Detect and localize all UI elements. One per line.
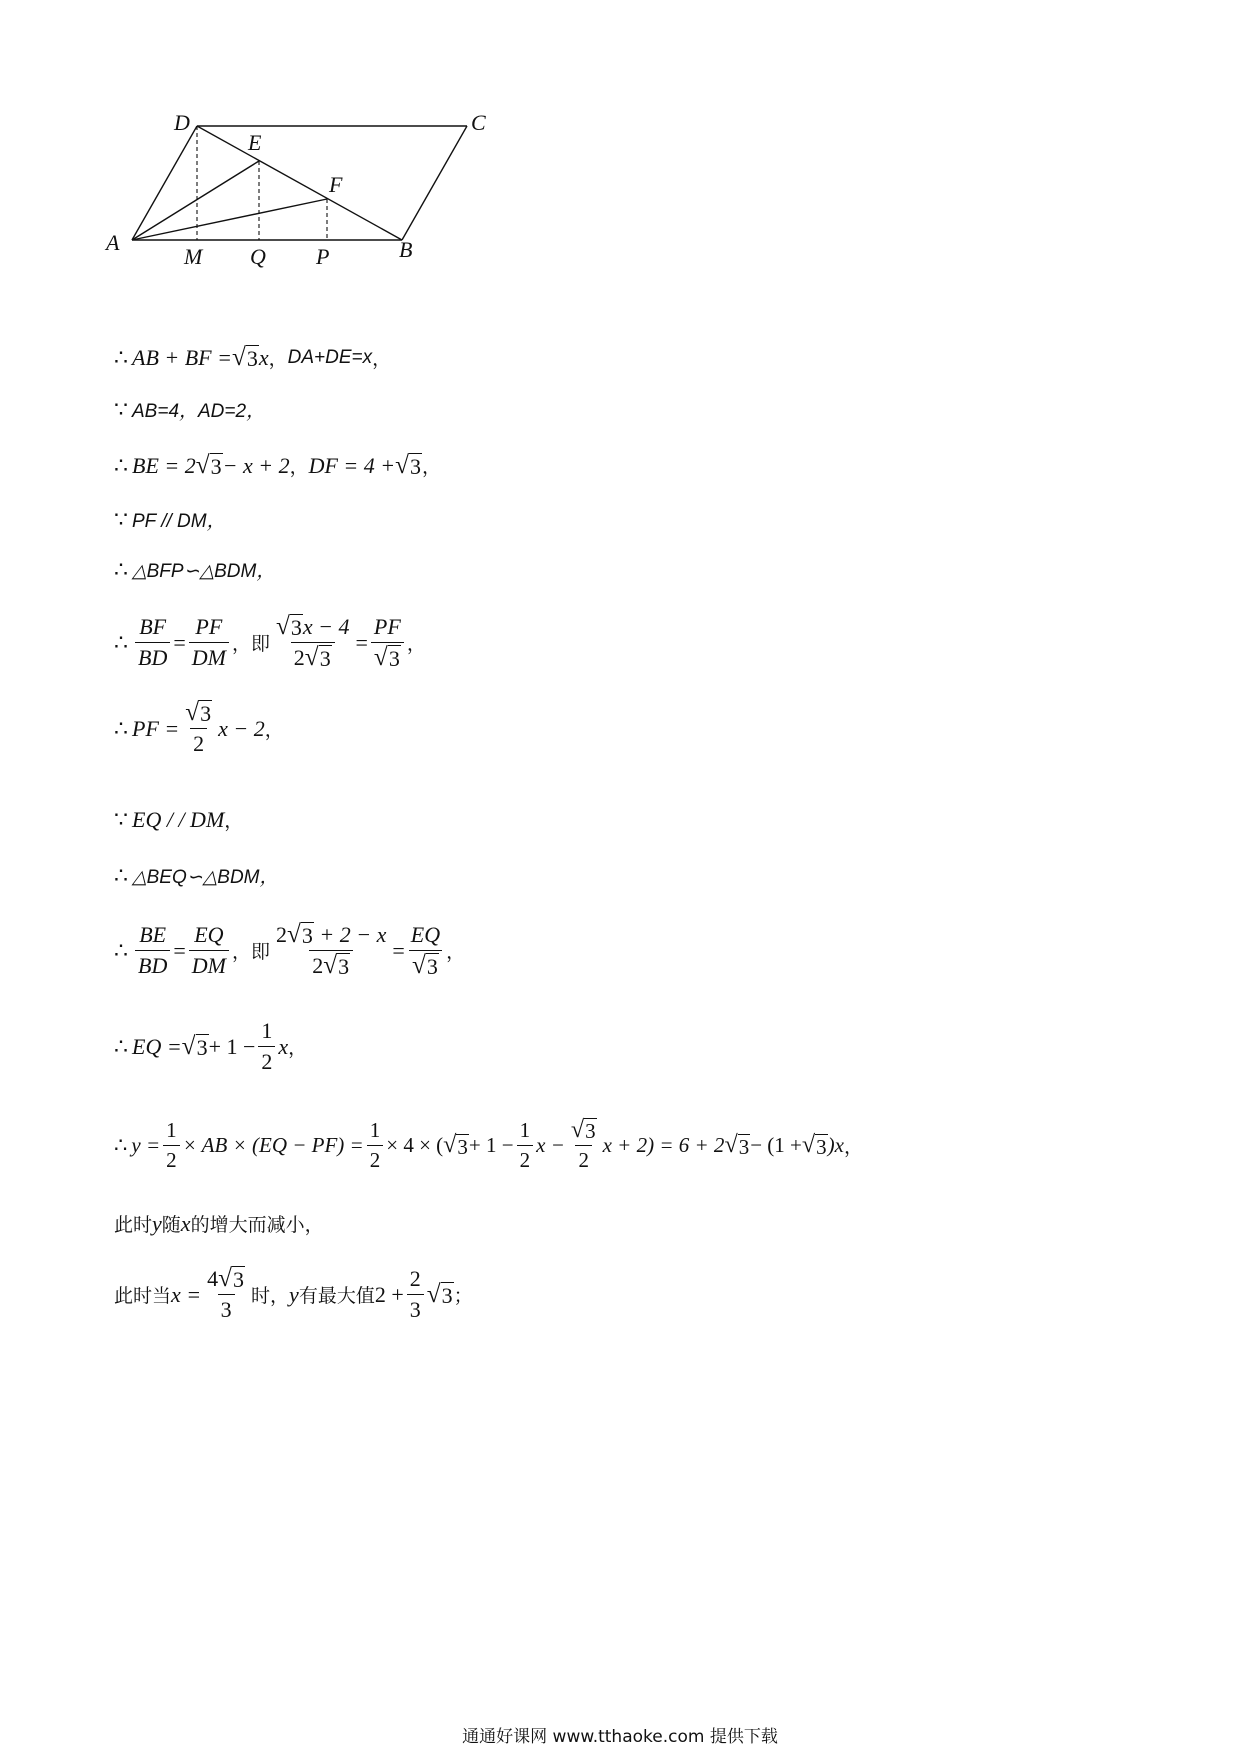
label-A: A xyxy=(106,230,120,255)
fraction: √ 3 2 xyxy=(185,698,212,756)
math-text: BE = 2 xyxy=(132,452,196,478)
solution-line-13: 此时 y 随 x 的增大而减小， xyxy=(114,1210,324,1236)
solution-line-12: ∴ y = $\frac{1}{2}$ × AB × (EQ − PF) = $\frac{1}{2}$ × 4 × ( √ 3 + 1 − $\frac{1}{2}$ x − √ 3 2 x + 2) = 6 + 2 √ 3 − (1 + √ 3 )x ， xyxy=(114,1116,863,1172)
sqrt-expression: √ 3 xyxy=(181,1031,208,1061)
label-P: P xyxy=(316,244,330,269)
sqrt-expression: √ 3 xyxy=(395,450,422,480)
therefore-symbol: ∴ xyxy=(114,862,128,888)
solution-line-14: 此时当 x = 4 √ 3 3 时， y 有最大值 2 + $\frac{2}{3}$ √ 3 ； xyxy=(114,1264,473,1322)
sqrt-expression: √ 3 xyxy=(801,1131,827,1159)
therefore-symbol: ∴ xyxy=(114,1133,128,1157)
therefore-symbol: ∴ xyxy=(114,1033,128,1059)
label-E: E xyxy=(248,130,262,155)
therefore-symbol: ∴ xyxy=(114,452,128,478)
fraction: $\frac{BE}{BD}$ xyxy=(135,922,170,979)
therefore-symbol: ∴ xyxy=(114,937,128,963)
label-C: C xyxy=(471,110,486,135)
math-text: PF // DM， xyxy=(132,511,226,532)
math-text: AB=4，AD=2， xyxy=(132,401,266,422)
segment-AE xyxy=(132,161,259,240)
footer-source: 通通好课网 www.tthaoke.com 提供下载 xyxy=(462,1727,778,1747)
math-text: PF = xyxy=(132,715,180,741)
segment-AF xyxy=(132,199,327,240)
label-M: M xyxy=(184,244,203,269)
fraction: 2 √ 3 + 2 − x 2 √ 3 xyxy=(275,920,387,980)
fraction: √ 3 2 xyxy=(570,1116,596,1172)
therefore-symbol: ∴ xyxy=(114,344,128,370)
sqrt-expression: √ 3 xyxy=(195,450,222,480)
fraction: $\frac{2}{3}$ xyxy=(407,1266,424,1323)
fraction: 4 √ 3 3 xyxy=(207,1264,245,1322)
math-text: △BEQ∽△BDM， xyxy=(132,867,279,888)
parallelogram-figure xyxy=(106,110,572,302)
fraction: $\frac{1}{2}$ xyxy=(163,1118,180,1173)
because-symbol: ∵ xyxy=(114,396,128,422)
math-text: EQ / / DM xyxy=(132,806,225,832)
math-text: EQ = xyxy=(132,1033,182,1059)
therefore-symbol: ∴ xyxy=(114,715,128,741)
sqrt-expression: √ 3 xyxy=(426,1279,453,1309)
fraction: $\frac{1}{2}$ xyxy=(517,1118,534,1173)
label-Q: Q xyxy=(250,244,266,269)
therefore-symbol: ∴ xyxy=(114,556,128,582)
fraction: EQ √ 3 xyxy=(410,922,441,980)
solution-line-5 xyxy=(114,556,275,583)
solution-line-9 xyxy=(114,862,279,889)
solution-line-1: ∴ AB + BF = √ 3 x ， DA+DE=x ， xyxy=(114,342,392,372)
solution-line-2 xyxy=(114,396,265,423)
fraction: $\frac{1}{2}$ xyxy=(367,1118,384,1173)
solution-line-11: ∴ EQ = √ 3 + 1 − $\frac{1}{2}$ x ， xyxy=(114,1018,308,1074)
therefore-symbol: ∴ xyxy=(114,629,128,655)
math-text: DA+DE=x xyxy=(287,346,373,368)
solution-line-3: ∴ BE = 2 √ 3 − x + 2 ， DF = 4 + √ 3 ， xyxy=(114,450,442,480)
fraction: $\frac{PF}{DM}$ xyxy=(189,614,229,671)
label-D: D xyxy=(174,110,190,135)
math-text: AB + BF = xyxy=(132,344,232,370)
sqrt-expression: √ 3 xyxy=(724,1131,750,1159)
sqrt-expression: √ 3 xyxy=(443,1131,468,1159)
because-symbol: ∵ xyxy=(114,806,128,832)
math-text: x xyxy=(258,344,269,370)
sqrt-expression: √ 3 xyxy=(231,342,258,372)
fraction: $\frac{EQ}{DM}$ xyxy=(189,922,229,979)
solution-line-8: ∵ EQ / / DM ， xyxy=(114,806,244,832)
segment-AD xyxy=(132,126,197,240)
label-B: B xyxy=(399,237,413,262)
segment-BC xyxy=(402,126,467,240)
segment-DB xyxy=(197,126,402,240)
because-symbol: ∵ xyxy=(114,506,128,532)
solution-line-6: ∴ $\frac{BF}{BD}$ = $\frac{PF}{DM}$ ，即 √ 3 x − 4 2 √ 3 = PF √ 3 ， xyxy=(114,612,426,672)
math-text: − x + 2 xyxy=(222,452,290,478)
solution-line-4 xyxy=(114,506,226,533)
fraction: PF √ 3 xyxy=(371,614,404,671)
label-F: F xyxy=(329,172,343,197)
fraction: $\frac{BF}{BD}$ xyxy=(135,614,170,671)
math-text: △BFP∽△BDM， xyxy=(132,561,276,582)
fraction: √ 3 x − 4 2 √ 3 xyxy=(275,612,350,672)
solution-line-10: ∴ $\frac{BE}{BD}$ = $\frac{EQ}{DM}$ ，即 2 √ 3 + 2 − x 2 √ 3 = EQ √ 3 ， xyxy=(114,920,466,980)
fraction: $\frac{1}{2}$ xyxy=(258,1018,275,1075)
math-text: DF = 4 + xyxy=(308,452,396,478)
solution-line-7: ∴ PF = √ 3 2 x − 2 ， xyxy=(114,698,284,756)
math-text: x − 2 xyxy=(218,715,265,741)
